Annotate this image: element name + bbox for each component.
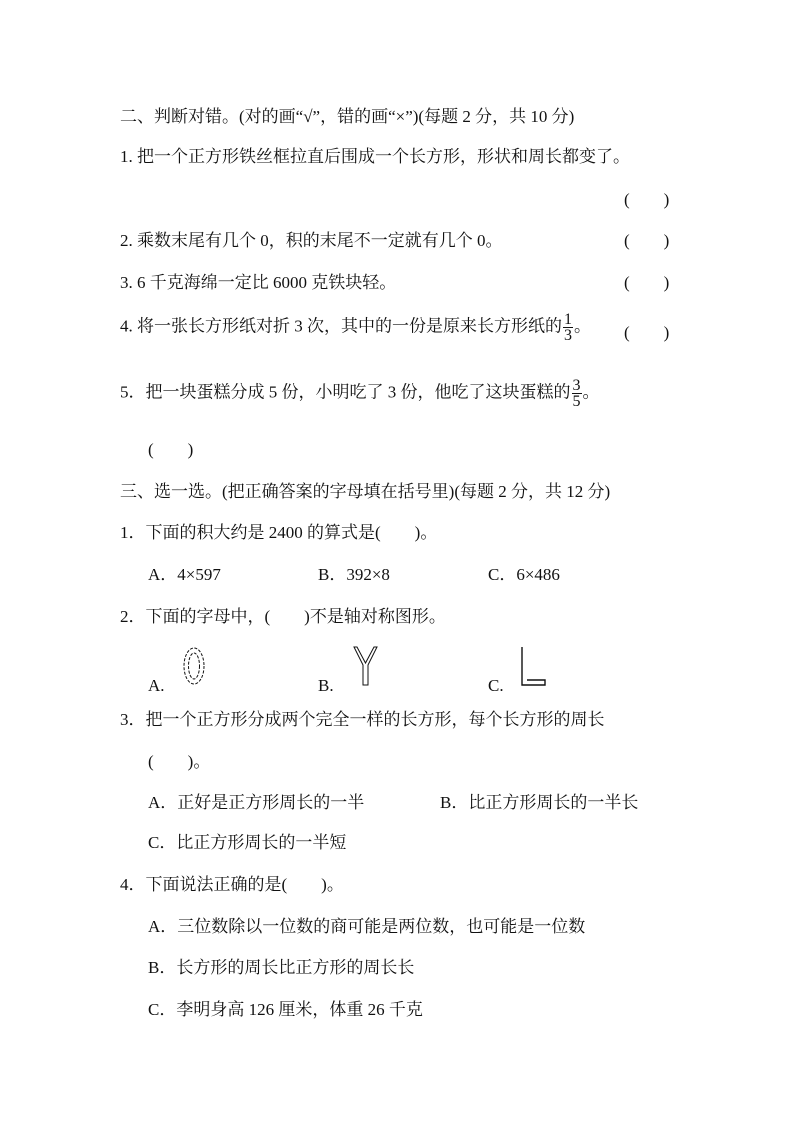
choice-question-1: 1．下面的积大约是 2400 的算式是( )。: [120, 523, 438, 542]
q3-option-b[interactable]: B．比正方形周长的一半长: [440, 793, 639, 812]
answer-blank-3[interactable]: ( ): [624, 273, 670, 292]
letter-l-outline-icon: [518, 645, 548, 687]
q3-option-a[interactable]: A．正好是正方形周长的一半: [148, 793, 365, 812]
answer-blank-1[interactable]: ( ): [624, 190, 670, 209]
letter-y-outline-icon: [350, 645, 380, 687]
choice-question-2: 2．下面的字母中，( )不是轴对称图形。: [120, 607, 446, 626]
letter-o-outline-icon: [180, 645, 208, 687]
judge-question-2: 2. 乘数末尾有几个 0，积的末尾不一定就有几个 0。: [120, 231, 503, 250]
q2-option-a[interactable]: A.: [148, 676, 165, 695]
q1-option-b[interactable]: B．392×8: [318, 565, 390, 584]
q1-option-c[interactable]: C．6×486: [488, 565, 560, 584]
q3-option-c[interactable]: C．比正方形周长的一半短: [148, 833, 347, 852]
judge-question-4: 4. 将一张长方形纸对折 3 次，其中的一份是原来长方形纸的 $\frac{1}{3}$ 。: [120, 311, 591, 344]
choice-question-3: 3．把一个正方形分成两个完全一样的长方形，每个长方形的周长: [120, 710, 605, 729]
judge-question-5: 5．把一块蛋糕分成 5 份，小明吃了 3 份，他吃了这块蛋糕的 $\frac{3}{5}$ 。: [120, 377, 600, 410]
answer-blank-2[interactable]: ( ): [624, 231, 670, 250]
fraction-three-fifths: $\frac{3}{5}$: [572, 377, 581, 410]
answer-blank-5[interactable]: ( ): [148, 440, 194, 459]
answer-blank-4[interactable]: ( ): [624, 323, 670, 342]
q2-option-b[interactable]: B.: [318, 676, 334, 695]
judge-question-3: 3. 6 千克海绵一定比 6000 克铁块轻。: [120, 273, 397, 292]
q4-option-c[interactable]: C．李明身高 126 厘米，体重 26 千克: [148, 1000, 423, 1019]
q4-option-b[interactable]: B．长方形的周长比正方形的周长长: [148, 958, 415, 977]
q1-option-a[interactable]: A．4×597: [148, 565, 221, 584]
q3-answer-blank[interactable]: ( )。: [148, 752, 211, 771]
section-3-header: 三、选一选。(把正确答案的字母填在括号里)(每题 2 分，共 12 分): [120, 482, 611, 501]
q2-option-c[interactable]: C.: [488, 676, 504, 695]
question-5-text: 5．把一块蛋糕分成 5 份，小明吃了 3 份，他吃了这块蛋糕的: [120, 382, 571, 402]
fraction-one-third: $\frac{1}{3}$: [564, 311, 572, 344]
q4-option-a[interactable]: A．三位数除以一位数的商可能是两位数，也可能是一位数: [148, 917, 586, 936]
choice-question-4: 4．下面说法正确的是( )。: [120, 875, 344, 894]
judge-question-1: 1. 把一个正方形铁丝框拉直后围成一个长方形，形状和周长都变了。: [120, 147, 630, 166]
question-4-text: 4. 将一张长方形纸对折 3 次，其中的一份是原来长方形纸的: [120, 316, 562, 336]
section-2-header: 二、判断对错。(对的画“√”，错的画“×”)(每题 2 分，共 10 分): [120, 107, 575, 126]
